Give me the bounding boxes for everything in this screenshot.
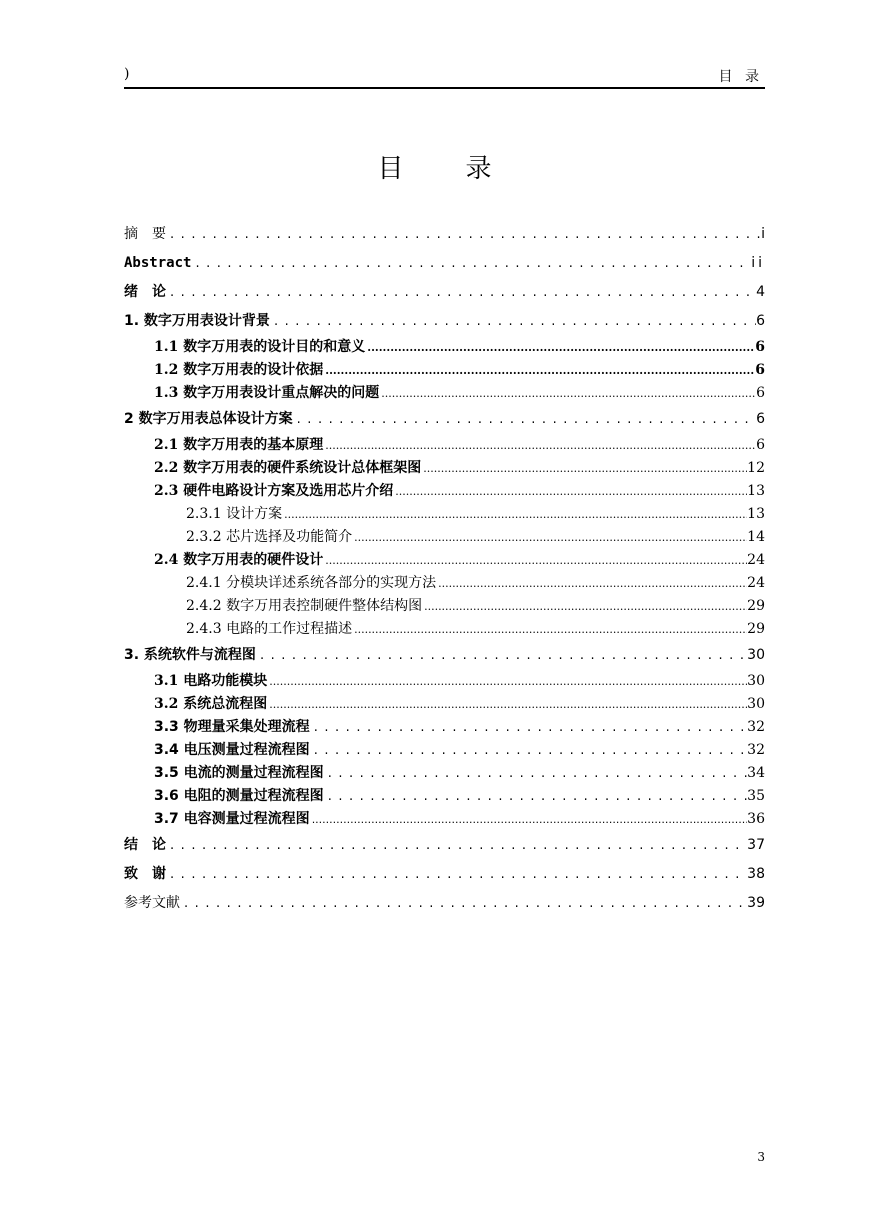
page-title-part1: 目 [377, 154, 404, 184]
toc-entry[interactable] [124, 808, 765, 831]
toc-entry-label: 2.4 数字万用表的硬件设计 [154, 552, 324, 568]
toc-leader-dots [191, 249, 751, 278]
toc-entry-label: 致 谢 [124, 866, 166, 882]
toc-entry[interactable] [124, 785, 765, 808]
toc-entry-label: 2.4.2 数字万用表控制硬件整体结构图 [186, 598, 423, 614]
toc-entry-page: 38 [747, 866, 765, 882]
toc-entry-page: 12 [747, 460, 765, 476]
toc-entry-label: 3.5 电流的测量过程流程图 [154, 765, 324, 781]
toc-entry-page: 13 [747, 506, 765, 522]
toc-entry-label: 3.7 电容测量过程流程图 [154, 811, 310, 827]
toc-entry-page: 6 [756, 385, 765, 401]
toc-entry-page: 4 [756, 284, 765, 300]
toc-entry-label: 2 数字万用表总体设计方案 [124, 411, 293, 427]
toc-entry-page: 32 [747, 742, 765, 758]
toc-entry-label: 摘 要 [124, 226, 166, 242]
running-header-title: 目 录 [718, 69, 763, 85]
page-number: 3 [757, 1150, 765, 1164]
toc-entry[interactable] [124, 762, 765, 785]
running-header-left: ) [124, 66, 130, 82]
toc-entry[interactable] [124, 249, 765, 278]
toc-entry[interactable] [124, 503, 765, 526]
toc-leader-dots [323, 549, 747, 572]
page-title [0, 148, 869, 185]
toc-entry-label: 1.2 数字万用表的设计依据 [154, 362, 324, 378]
toc-entry-page: 30 [747, 647, 765, 663]
toc-entry-label: 3.4 电压测量过程流程图 [154, 742, 310, 758]
toc-leader-dots [324, 785, 747, 808]
toc-entry-page: i [761, 226, 765, 242]
page-title-part2: 录 [465, 154, 492, 184]
toc-entry-label: 结 论 [124, 837, 166, 853]
toc-entry[interactable] [124, 405, 765, 434]
toc-entry-label: 1.1 数字万用表的设计目的和意义 [154, 339, 366, 355]
toc-leader-dots [393, 480, 747, 503]
toc-entry[interactable] [124, 641, 765, 670]
toc-leader-dots [422, 595, 747, 618]
toc-entry-page: 36 [747, 811, 765, 827]
toc-entry-page: 24 [747, 575, 765, 591]
header-rule [124, 87, 765, 89]
toc-entry[interactable] [124, 336, 765, 359]
toc-entry-page: 32 [747, 719, 765, 735]
toc-entry-page: 29 [747, 598, 765, 614]
toc-entry[interactable] [124, 359, 765, 382]
toc-entry-page: 6 [755, 362, 765, 378]
toc-entry[interactable] [124, 693, 765, 716]
toc-entry-page: 6 [756, 411, 765, 427]
toc-leader-dots [310, 808, 747, 831]
toc-leader-dots [166, 278, 756, 307]
toc-entry[interactable] [124, 434, 765, 457]
toc-entry-label: 2.3.1 设计方案 [186, 506, 283, 522]
toc-leader-dots [256, 641, 747, 670]
toc-leader-dots [379, 382, 756, 405]
toc-entry-label: 1.3 数字万用表设计重点解决的问题 [154, 385, 380, 401]
toc-leader-dots [310, 739, 747, 762]
toc-entry[interactable] [124, 220, 765, 249]
toc-entry[interactable] [124, 572, 765, 595]
toc-entry[interactable] [124, 457, 765, 480]
toc-leader-dots [352, 526, 747, 549]
toc-entry[interactable] [124, 739, 765, 762]
toc-entry[interactable] [124, 670, 765, 693]
toc-entry[interactable] [124, 595, 765, 618]
toc-entry-label: 2.4.1 分模块详述系统各部分的实现方法 [186, 575, 437, 591]
toc-leader-dots [421, 457, 747, 480]
toc-entry-page: 6 [756, 313, 765, 329]
toc-entry[interactable] [124, 831, 765, 860]
toc-leader-dots [166, 831, 747, 860]
toc-entry-page: 6 [756, 437, 765, 453]
toc-entry[interactable] [124, 382, 765, 405]
toc-leader-dots [324, 762, 747, 785]
toc-entry-page: 37 [747, 837, 765, 853]
toc-entry-page: ii [751, 255, 765, 271]
toc-entry-label: 2.3.2 芯片选择及功能简介 [186, 529, 353, 545]
toc-entry[interactable] [124, 526, 765, 549]
toc-leader-dots [436, 572, 747, 595]
toc-entry-page: 6 [755, 339, 765, 355]
toc-leader-dots [282, 503, 747, 526]
toc-entry[interactable] [124, 889, 765, 918]
toc-entry-label: 3.3 物理量采集处理流程 [154, 719, 310, 735]
toc-entry-label: 3. 系统软件与流程图 [124, 647, 256, 663]
toc-entry-page: 13 [747, 483, 765, 499]
toc-leader-dots [365, 336, 755, 359]
toc-entry-label: 3.1 电路功能模块 [154, 673, 268, 689]
toc-leader-dots [166, 860, 747, 889]
toc-entry-page: 34 [747, 765, 765, 781]
toc-entry-page: 30 [747, 673, 765, 689]
toc-leader-dots [180, 889, 747, 918]
toc-leader-dots [267, 693, 747, 716]
toc-entry-label: 2.2 数字万用表的硬件系统设计总体框架图 [154, 460, 422, 476]
table-of-contents [124, 220, 765, 918]
toc-entry-label: 2.1 数字万用表的基本原理 [154, 437, 324, 453]
toc-entry-page: 35 [747, 788, 765, 804]
toc-entry-page: 24 [747, 552, 765, 568]
toc-leader-dots [270, 307, 756, 336]
toc-leader-dots [323, 359, 755, 382]
toc-leader-dots [323, 434, 756, 457]
toc-entry-page: 39 [747, 895, 765, 911]
toc-entry-label: 3.6 电阻的测量过程流程图 [154, 788, 324, 804]
toc-leader-dots [352, 618, 747, 641]
toc-entry-label: 2.3 硬件电路设计方案及选用芯片介绍 [154, 483, 394, 499]
toc-entry-label: Abstract [124, 255, 192, 271]
toc-entry[interactable] [124, 307, 765, 336]
toc-entry[interactable] [124, 480, 765, 503]
toc-entry[interactable] [124, 278, 765, 307]
toc-entry[interactable] [124, 549, 765, 572]
toc-entry-label: 2.4.3 电路的工作过程描述 [186, 621, 353, 637]
toc-entry-label: 参考文献 [124, 895, 180, 911]
toc-entry[interactable] [124, 860, 765, 889]
toc-entry-page: 29 [747, 621, 765, 637]
toc-entry[interactable] [124, 716, 765, 739]
toc-entry-label: 绪 论 [124, 284, 166, 300]
toc-entry-page: 14 [747, 529, 765, 545]
toc-entry-label: 3.2 系统总流程图 [154, 696, 268, 712]
toc-leader-dots [293, 405, 756, 434]
toc-entry[interactable] [124, 618, 765, 641]
toc-entry-page: 30 [747, 696, 765, 712]
toc-leader-dots [166, 220, 761, 249]
toc-leader-dots [267, 670, 747, 693]
toc-entry-label: 1. 数字万用表设计背景 [124, 313, 270, 329]
toc-leader-dots [310, 716, 747, 739]
